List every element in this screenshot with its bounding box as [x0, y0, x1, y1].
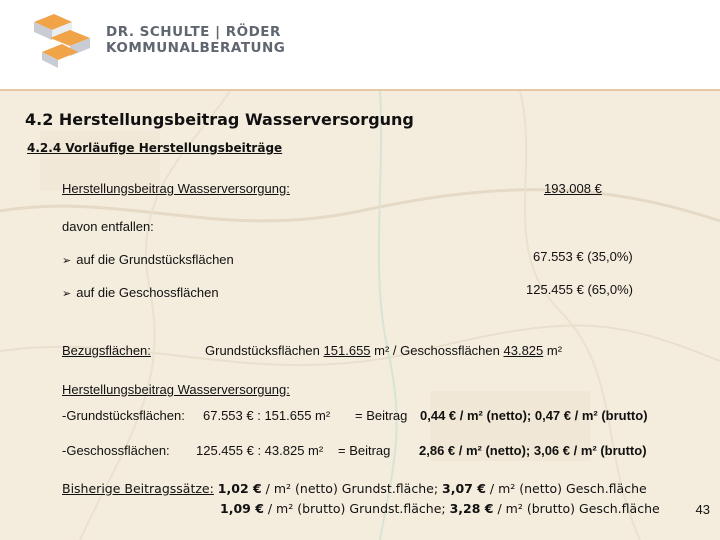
previous-rate-value: 3,28 €	[449, 501, 494, 516]
calc-row-formula: 125.455 € : 43.825 m²	[196, 443, 324, 458]
previous-rates-label: Bisherige Beitragssätze:	[62, 481, 214, 496]
slide-title: 4.2 Herstellungsbeitrag Wasserversorgung	[25, 110, 414, 129]
split-item-label: auf die Grundstücksflächen	[76, 252, 234, 267]
split-item-label: auf die Geschossflächen	[76, 285, 219, 300]
calc-row-eq: = Beitrag	[355, 408, 408, 423]
calc-row-label: -Geschossflächen:	[62, 443, 170, 458]
previous-rates-line-1	[62, 481, 647, 496]
reference-suffix: m²	[546, 343, 563, 358]
calc-row-result: 0,44 € / m² (netto); 0,47 € / m² (brutto)	[420, 408, 648, 423]
reference-value-grundstueck: 151.655	[323, 343, 371, 358]
arrow-bullet-icon: ➢	[62, 255, 72, 267]
total-label: Herstellungsbeitrag Wasserversorgung:	[62, 181, 290, 196]
previous-rate-text: / m² (brutto) Grundst.fläche;	[267, 501, 446, 516]
calc-row-eq: = Beitrag	[338, 443, 391, 458]
reference-mid: m² / Geschossflächen	[374, 343, 500, 358]
previous-rate-text: / m² (netto) Gesch.fläche	[489, 481, 647, 496]
split-item-geschoss	[62, 285, 219, 300]
reference-value-geschoss: 43.825	[503, 343, 544, 358]
calc-row-result: 2,86 € / m² (netto); 3,06 € / m² (brutto)	[419, 443, 647, 458]
reference-areas	[205, 343, 562, 358]
previous-rate-text: / m² (brutto) Gesch.fläche	[497, 501, 660, 516]
reference-prefix: Grundstücksflächen	[205, 343, 320, 358]
arrow-bullet-icon: ➢	[62, 288, 72, 300]
split-item-value: 125.455 € (65,0%)	[526, 282, 633, 297]
calc-heading: Herstellungsbeitrag Wasserversorgung:	[62, 382, 290, 397]
brand-line-2: KOMMUNALBERATUNG	[106, 40, 286, 56]
previous-rate-value: 1,02 €	[217, 481, 262, 496]
previous-rate-value: 3,07 €	[442, 481, 486, 496]
slide-subtitle: 4.2.4 Vorläufige Herstellungsbeiträge	[27, 141, 283, 155]
split-item-grundstueck	[62, 252, 234, 267]
previous-rate-text: / m² (netto) Grundst.fläche;	[265, 481, 439, 496]
previous-rates-line-2	[220, 501, 660, 516]
split-intro: davon entfallen:	[62, 219, 154, 234]
calc-row-label: -Grundstücksflächen:	[62, 408, 185, 423]
brand-line-1: DR. SCHULTE | RÖDER	[106, 24, 281, 40]
calc-row-formula: 67.553 € : 151.655 m²	[203, 408, 331, 423]
total-value: 193.008 €	[544, 181, 602, 196]
previous-rate-value: 1,09 €	[220, 501, 264, 516]
split-item-value: 67.553 € (35,0%)	[533, 249, 633, 264]
reference-label: Bezugsflächen:	[62, 343, 151, 358]
page-number: 43	[695, 502, 710, 517]
